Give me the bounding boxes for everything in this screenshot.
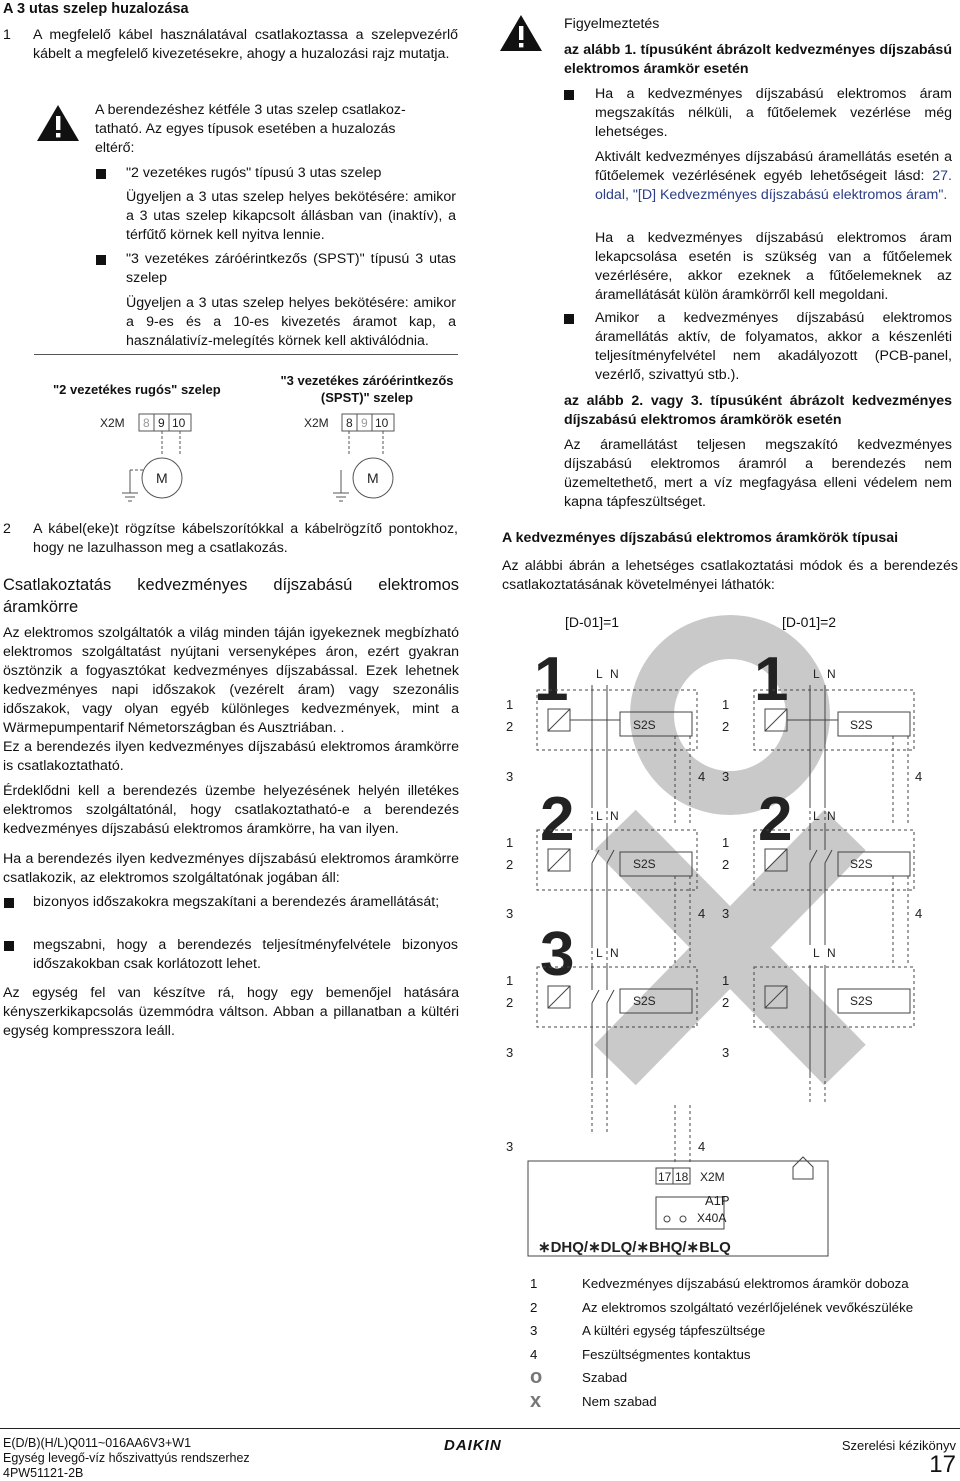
paragraph-1: Az elektromos szolgáltatók a világ minden táján igyekeznek megbízható elektromos szolgáltatást nyújtani versenyképes áron, ezért gyakran ösztönzik a fogyasztókat kedvezményes díjszabással. Ezek lehetnek kedvezményes napi időszakok (vezérelt áram) vagy szezonális időszakok, vagy olyan egyéb különleges kedvezmények, mint a Wärmepumpentarif Németországban és Ausztriában. . [3,625,459,736]
svg-text:X2M: X2M [304,416,329,430]
bullet-square [4,941,14,951]
svg-text:3: 3 [722,769,730,784]
bullet-3wire-title: "3 vezetékes záróérintkezős (SPST)" típusú 3 utas szelep [126,251,456,286]
svg-text:A1P: A1P [705,1193,730,1208]
step-2-text: A kábel(eke)t rögzítse kábelszorítókkal a kábelrögzítő pontokhoz, hogy ne lazulhasson meg a csatlakozás. [33,521,458,556]
svg-text:[D-01]=1: [D-01]=1 [565,614,620,630]
bullet-square [4,898,14,908]
tariff-connection-diagram [500,605,960,1265]
svg-text:[D-01]=2: [D-01]=2 [782,614,837,630]
svg-text:S2S: S2S [850,718,873,732]
svg-text:L: L [596,809,603,823]
svg-text:8: 8 [346,416,353,430]
bullet-2wire-body: Ügyeljen a 3 utas szelep helyes bekötésére: amikor a 3 utas szelep kikapcsolt állásban van (inaktív), a térfűtő körnek kell nyitva lennie. [126,189,456,243]
svg-text:N: N [827,809,836,823]
svg-text:L: L [596,946,603,960]
paragraph-4: Ha a berendezés ilyen kedvezményes díjszabású elektromos áramkörre csatlakozik, az elektromos szolgáltatónak jogában áll: [3,851,459,886]
legend-item: 4 Feszültségmentes kontaktus [530,1346,751,1362]
svg-text:2: 2 [506,719,514,734]
step-number: 1 [3,27,11,43]
svg-text:∗DHQ/∗DLQ/∗BHQ/∗BLQ: ∗DHQ/∗DLQ/∗BHQ/∗BLQ [538,1239,731,1256]
bullet-uninterrupted-p3: Ha a kedvezményes díjszabású elektromos áram lekapcsolása esetén is szükség van a fűtőelemek vezérlésére, akkor ezeknek a fűtőelemeknek az áramellátását külön áramkörről kell megoldani. [595,230,952,303]
svg-text:1: 1 [506,835,514,850]
svg-text:N: N [827,667,836,681]
paragraph-5: Az egység fel van készítve rá, hogy egy bemenőjel hatására kényszerkikapcsolás üzemmódra váltson. Abban a pillanatban a kültéri egység kompresszora leáll. [3,985,459,1039]
daikin-logo: DAIKIN [444,1437,502,1454]
paragraph-3: Érdeklődni kell a berendezés üzembe helyezésének helyén illetékes elektromos szolgáltatónál, hogy csatlakoztatható-e a berendezés kedvezményes díjszabású elektromos áramkörre, ha van ilyen. [3,783,459,837]
subheading-type23: az alább 2. vagy 3. típusúként ábrázolt kedvezményes díjszabású elektromos áramkörök esetén [564,393,952,428]
valve-wiring-diagram [90,410,470,505]
legend-item: 3 A kültéri egység tápfeszültsége [530,1323,766,1338]
svg-text:9: 9 [361,416,368,430]
svg-text:2: 2 [506,857,514,872]
svg-text:S2S: S2S [850,857,873,871]
warning-icon [499,14,543,52]
svg-text:1: 1 [754,645,789,714]
footer-left: E(D/B)(H/L)Q011~016AA6V3+W1 Egység levegő-víz hőszivattyús rendszerhez 4PW51121-2B [3,1436,250,1480]
svg-text:3: 3 [506,906,514,921]
bullet-standby: Amikor a kedvezményes díjszabású elektromos áramellátás aktív, de folyamatos, akkor a készenléti teljesítményfelvétel nem akadályozott (PCB-panel, vezérlő, szivattyú stb.). [595,310,952,383]
svg-text:9: 9 [158,416,165,430]
step-number: 2 [3,521,11,537]
svg-text:1: 1 [506,973,514,988]
paragraph-type23: Az áramellátást teljesen megszakító kedvezményes díjszabású elektromos áramról a berendezés nem üzemeltethető, mert a víz megfagyása elleni védelem nem kapna tápfeszültséget. [564,437,952,510]
section-heading-3way-valve: A 3 utas szelep huzalozása [3,1,189,17]
svg-text:4: 4 [698,1139,706,1154]
svg-text:3: 3 [722,1045,730,1060]
svg-text:S2S: S2S [633,994,656,1008]
page-reference-link[interactable]: 27. oldal, "[D] Kedvezményes díjszabású elektromos áram". [595,168,952,203]
legend-item: 1 Kedvezményes díjszabású elektromos áramkör doboza [530,1276,909,1291]
intro-circuit-types: Az alábbi ábrán a lehetséges csatlakoztatási módok és a berendezés csatlakoztatásának követelményei láthatók: [502,558,958,593]
bullet-2wire-title: "2 vezetékes rugós" típusú 3 utas szelep [126,165,382,181]
warning-icon [36,104,80,142]
page-number: 17 [929,1451,956,1478]
svg-text:M: M [367,470,379,486]
svg-text:17: 17 [658,1170,672,1184]
manual-title: Szerelési kézikönyv [841,1438,956,1453]
svg-text:18: 18 [675,1170,689,1184]
svg-text:2: 2 [758,785,793,854]
svg-text:N: N [610,667,619,681]
svg-text:3: 3 [506,1139,514,1154]
svg-text:8: 8 [143,416,150,430]
valve-2wire-label: "2 vezetékes rugós" szelep [53,382,221,397]
svg-text:1: 1 [722,697,730,712]
legend-item: 2 Az elektromos szolgáltató vezérlőjelének vevőkészüléke [530,1299,914,1315]
svg-text:L: L [813,809,820,823]
bullet-square [564,314,574,324]
svg-text:N: N [610,809,619,823]
svg-text:1: 1 [506,697,514,712]
svg-text:3: 3 [506,769,514,784]
bullet-limit: megszabni, hogy a berendezés teljesítményfelvétele bizonyos időszakokban csak korlátozott lehet. [33,937,458,972]
svg-text:S2S: S2S [850,994,873,1008]
svg-text:N: N [610,946,619,960]
bullet-uninterrupted: Ha a kedvezményes díjszabású elektromos áram megszakítás nélküli, a fűtőelemek vezérlése még lehetséges. [595,86,952,140]
legend [530,1272,950,1413]
svg-text:10: 10 [172,416,186,430]
heading-circuit-types: A kedvezményes díjszabású elektromos áramkörök típusai [502,530,899,546]
footer-rule [0,1428,960,1429]
svg-text:2: 2 [540,785,575,854]
bullet-3wire-body: Ügyeljen a 3 utas szelep helyes bekötésére: amikor a 9-es és a 10-es kivezetés áramot kap, a használativíz-melegítés körnek kell aktiválódnia. [126,295,456,349]
step-1-text: A megfelelő kábel használatával csatlakoztassa a szelepvezérlő kábelt a megfelelő kivezetésekre, ahogy a huzalozási rajz mutatja. [33,27,458,62]
svg-text:N: N [827,946,836,960]
valve-3wire-label: "3 vezetékes záróérintkezős (SPST)" szelep [280,373,454,405]
svg-text:X40A: X40A [697,1211,727,1225]
paragraph-2: Ez a berendezés ilyen kedvezményes díjszabású elektromos áramkörre is csatlakoztatható. [3,739,459,774]
svg-text:X2M: X2M [700,1170,725,1184]
svg-text:L: L [813,946,820,960]
svg-text:X2M: X2M [100,416,125,430]
svg-text:1: 1 [722,973,730,988]
svg-text:1: 1 [722,835,730,850]
allowed-icon: o [530,1366,543,1388]
svg-text:2: 2 [722,719,730,734]
legend-item: x Nem szabad [530,1389,657,1412]
bullet-square [96,169,106,179]
svg-text:2: 2 [722,995,730,1010]
svg-text:4: 4 [915,906,923,921]
svg-text:3: 3 [506,1045,514,1060]
bullet-interrupt: bizonyos időszakokra megszakítani a berendezés áramellátását; [33,894,440,910]
subheading-type1: az alább 1. típusúként ábrázolt kedvezményes díjszabású elektromos áramkör esetén [564,42,952,77]
legend-item: o Szabad [530,1366,628,1388]
svg-text:L: L [596,667,603,681]
warning-intro: A berendezéshez kétféle 3 utas szelep csatlakoz- tatható. Az egyes típusok esetében a huzalozás eltérő: [95,102,406,156]
not-allowed-icon: x [530,1389,542,1412]
svg-text:3: 3 [540,920,575,989]
svg-text:2: 2 [506,995,514,1010]
svg-text:4: 4 [698,769,706,784]
svg-text:S2S: S2S [633,718,656,732]
svg-text:M: M [156,470,168,486]
bullet-square [564,90,574,100]
bullet-uninterrupted-p2: Aktivált kedvezményes díjszabású áramellátás esetén a fűtőelemek vezérlésének egyéb lehetőségeit lásd: 27. oldal, "[D] Kedvezményes díjszabású elektromos áram". [595,149,952,203]
svg-text:1: 1 [534,645,569,714]
svg-text:3: 3 [722,906,730,921]
svg-text:4: 4 [915,769,923,784]
svg-text:2: 2 [722,857,730,872]
svg-text:L: L [813,667,820,681]
svg-text:4: 4 [698,906,706,921]
svg-text:S2S: S2S [633,857,656,871]
section-title-tariff: Csatlakoztatás kedvezményes díjszabású elektromos áramkörre [3,576,459,616]
svg-text:10: 10 [375,416,389,430]
divider [34,354,458,355]
warning-title: Figyelmeztetés [564,16,660,32]
bullet-square [96,255,106,265]
